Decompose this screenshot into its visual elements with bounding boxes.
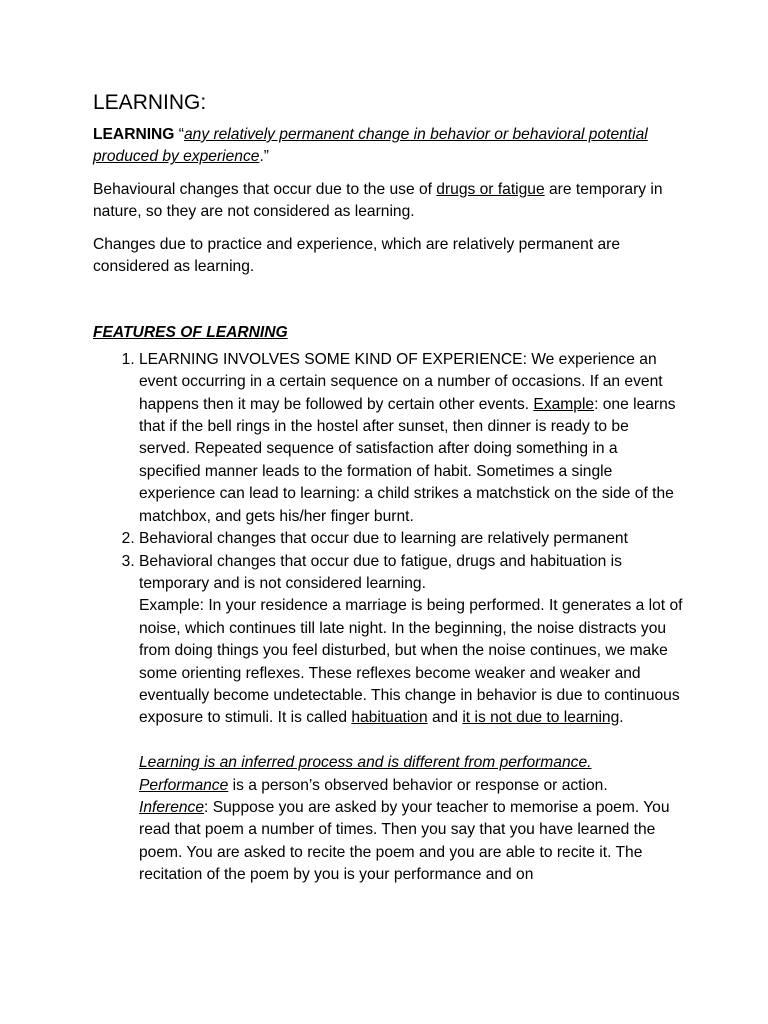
drugs-paragraph	[93, 179, 683, 224]
spacer	[93, 288, 683, 322]
feature-item-2: 2. Behavioral changes that occur due to learning are relatively permanent	[139, 528, 683, 550]
drugs-underlined: drugs or fatigue	[436, 180, 545, 198]
inference-label: Inference	[139, 798, 205, 816]
not-due-to-learning: it is not due to learning	[462, 709, 620, 727]
performance-line	[139, 775, 683, 797]
definition-paragraph	[93, 124, 683, 169]
feature-item-3	[139, 551, 683, 887]
feature-3-and: and	[427, 709, 463, 727]
performance-text: is a person’s observed behavior or response or action.	[228, 776, 608, 794]
inferred-heading	[139, 752, 683, 774]
feature-3-text: 3. Behavioral changes that occur due to fatigue, drugs and habituation is temporary and is not considered learning.	[139, 552, 622, 592]
feature-3-example	[139, 595, 683, 729]
feature-item-1	[139, 349, 683, 528]
page-title: LEARNING:	[93, 91, 207, 114]
performance-label: Performance	[139, 776, 229, 794]
drugs-text-after: are temporary in nature, so they are not considered as learning.	[93, 180, 663, 221]
practice-paragraph: Changes due to practice and experience, which are relatively permanent are considered as learning.	[93, 235, 621, 276]
definition-open-quote: “	[174, 126, 184, 143]
inferred-heading-text: Learning is an inferred process and is different from performance.	[139, 754, 592, 772]
definition-term: LEARNING	[93, 126, 175, 143]
feature-3-period: .	[619, 709, 624, 727]
blank-line	[139, 730, 683, 752]
inference-text: : Suppose you are asked by your teacher to memorise a poem. You read that poem a number of times. Then you say that you have learned the poem. You are asked to recite the poem and you are able to recite it. The recitation of the poem by you is your performance and on	[139, 798, 670, 884]
feature-3-example-text: Example: In your residence a marriage is being performed. It generates a lot of noise, which continues till late night. In the beginning, the noise distracts you from doing things you feel disturbed, but when the noise continues, we make some orienting reflexes. These reflexes become weaker and weaker and eventually become undetectable. This change in behavior is due to continuous exposure to stimuli. It is called	[139, 597, 683, 727]
document-page	[93, 88, 683, 887]
features-list	[93, 349, 683, 887]
feature-1-example-text: : one learns that if the bell rings in the hostel after sunset, then dinner is ready to be served. Repeated sequence of satisfaction after doing something in a specified manner leads to the formation of habit. Sometimes a single experience can lead to learning: a child strikes a matchstick on the side of the matchbox, and gets his/her finger burnt.	[139, 395, 676, 525]
feature-1-text: LEARNING INVOLVES SOME KIND OF EXPERIENCE: We experience an event occurring in a certain sequence on a number of occasions. If an event happens then it may be followed by certain other events.	[139, 350, 663, 413]
feature-1-example-label: Example	[533, 395, 595, 413]
features-heading	[93, 322, 683, 344]
definition-text: any relatively permanent change in behavior or behavioral potential produced by experience	[93, 126, 648, 166]
definition-close-quote: .”	[259, 148, 269, 166]
inference-paragraph	[139, 797, 683, 887]
habituation-term: habituation	[351, 709, 428, 727]
features-heading-text: FEATURES OF LEARNING	[93, 324, 288, 342]
drugs-text-before: Behavioural changes that occur due to the use of	[93, 180, 437, 198]
